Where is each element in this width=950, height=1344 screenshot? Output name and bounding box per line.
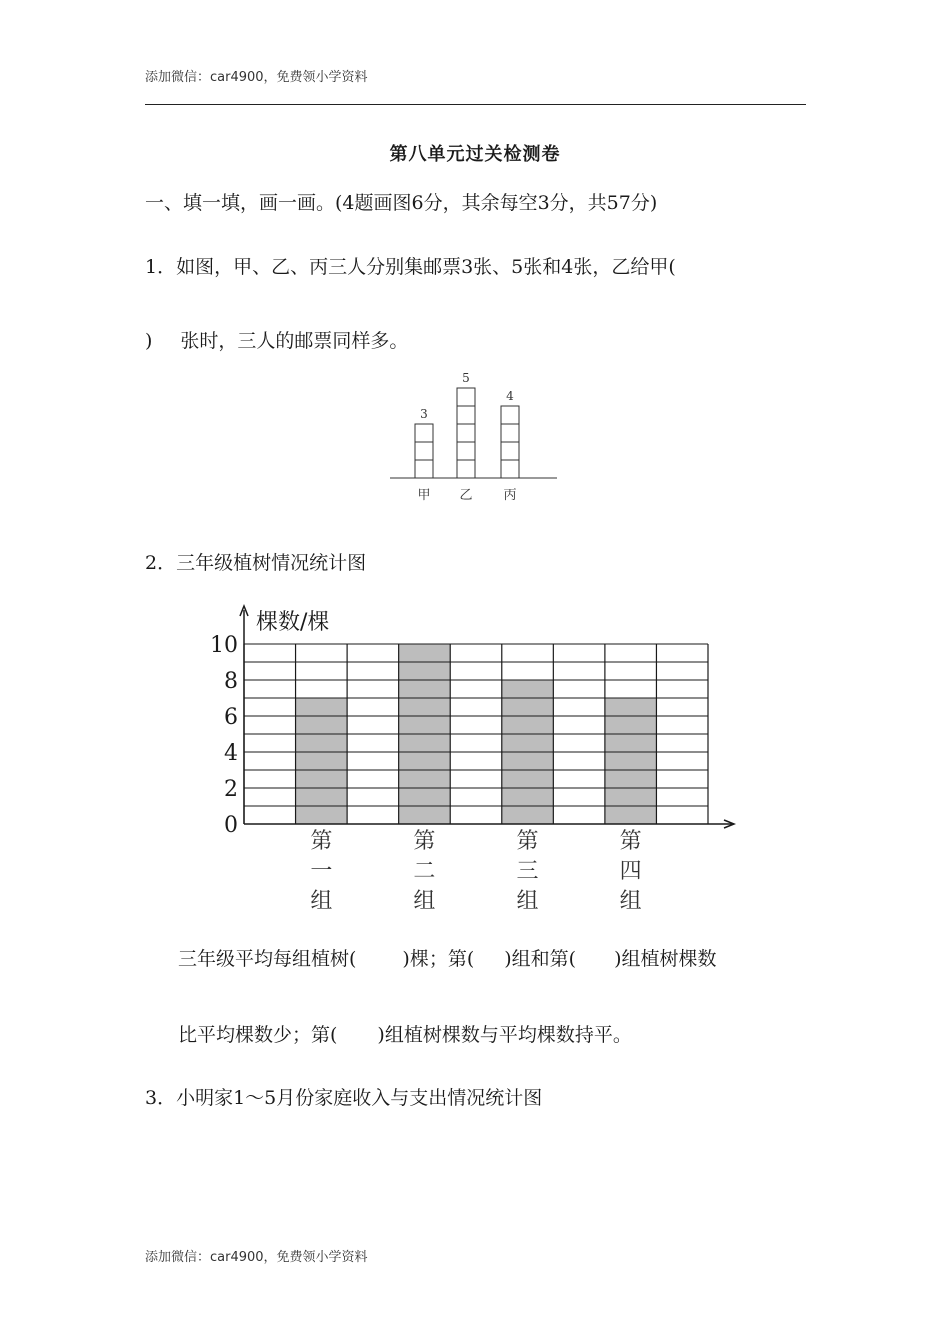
chart-x-tick-label: 四 <box>619 859 642 884</box>
chart-x-tick-label: 组 <box>516 889 539 914</box>
stamp-count-label: 5 <box>462 371 470 385</box>
stamp-square <box>415 424 433 442</box>
chart-x-tick-label: 二 <box>413 859 436 884</box>
q2-number: 2． <box>145 552 177 574</box>
chart-bar <box>296 698 348 824</box>
header-divider <box>145 104 806 105</box>
chart-x-tick-label: 一 <box>310 859 333 884</box>
tree-planting-chart <box>200 600 745 918</box>
q2-line1-a: 三年级平均每组植树( <box>178 948 357 970</box>
chart-y-tick-label: 8 <box>224 669 238 694</box>
stamp-square <box>415 460 433 478</box>
q3-number: 3． <box>145 1087 177 1109</box>
chart-x-tick-label: 第 <box>516 829 539 854</box>
chart-y-axis-label: 棵数/棵 <box>256 610 330 635</box>
stamp-person-label: 甲 <box>417 488 431 503</box>
q1-line1 <box>145 252 676 279</box>
stamp-figure <box>385 370 565 510</box>
page-title: 第八单元过关检测卷 <box>389 144 561 165</box>
q2-line2-a: 比平均棵数少；第( <box>178 1024 338 1046</box>
q2-title: 三年级植树情况统计图 <box>176 552 367 574</box>
stamp-square <box>457 460 475 478</box>
q1-number: 1． <box>145 256 177 278</box>
stamp-square <box>457 442 475 460</box>
chart-x-tick-label: 三 <box>516 859 539 884</box>
q2-heading <box>145 548 366 575</box>
chart-x-tick-label: 第 <box>310 829 333 854</box>
q1-text-a: 如图，甲、乙、丙三人分别集邮票3张、5张和4张，乙给甲( <box>176 256 676 278</box>
chart-bar <box>605 698 657 824</box>
q3-text: 小明家1～5月份家庭收入与支出情况统计图 <box>176 1087 543 1109</box>
q1-text-c: 张时，三人的邮票同样多。 <box>180 330 409 352</box>
stamp-square <box>501 460 519 478</box>
header-note: 添加微信：car4900，免费领小学资料 <box>145 70 368 85</box>
stamp-person-label: 丙 <box>503 488 517 503</box>
stamp-square <box>457 424 475 442</box>
q3-heading <box>145 1083 542 1110</box>
chart-x-tick-label: 第 <box>413 829 436 854</box>
q2-line1 <box>178 944 717 971</box>
stamp-count-label: 3 <box>420 407 428 421</box>
stamp-square <box>457 388 475 406</box>
chart-y-tick-label: 2 <box>224 777 238 802</box>
chart-x-tick-label: 组 <box>619 889 642 914</box>
chart-y-tick-label: 4 <box>224 741 238 766</box>
stamp-person-label: 乙 <box>459 488 473 503</box>
stamp-square <box>457 406 475 424</box>
chart-x-labels <box>310 829 641 914</box>
footer-note: 添加微信：car4900，免费领小学资料 <box>145 1250 368 1265</box>
chart-x-tick-label: 第 <box>619 829 642 854</box>
q2-line1-d: )组植树棵数 <box>614 948 717 970</box>
q2-line1-c: )组和第( <box>504 948 577 970</box>
chart-x-tick-label: 组 <box>310 889 333 914</box>
stamp-square <box>501 424 519 442</box>
chart-y-tick-label: 10 <box>210 633 238 658</box>
stamp-square <box>501 442 519 460</box>
chart-y-ticks <box>210 633 238 838</box>
q2-line2 <box>178 1020 632 1047</box>
q1-line2 <box>145 326 408 353</box>
stamp-square <box>501 406 519 424</box>
q2-line1-b: )棵；第( <box>402 948 475 970</box>
stamp-square <box>415 442 433 460</box>
q1-text-b: ) <box>145 330 153 352</box>
stamp-count-label: 4 <box>506 389 514 403</box>
chart-y-tick-label: 6 <box>224 705 238 730</box>
chart-x-tick-label: 组 <box>413 889 436 914</box>
section1-heading: 一、填一填，画一画。(4题画图6分，其余每空3分，共57分) <box>145 192 658 214</box>
chart-y-tick-label: 0 <box>224 813 238 838</box>
q2-line2-b: )组植树棵数与平均棵数持平。 <box>377 1024 632 1046</box>
